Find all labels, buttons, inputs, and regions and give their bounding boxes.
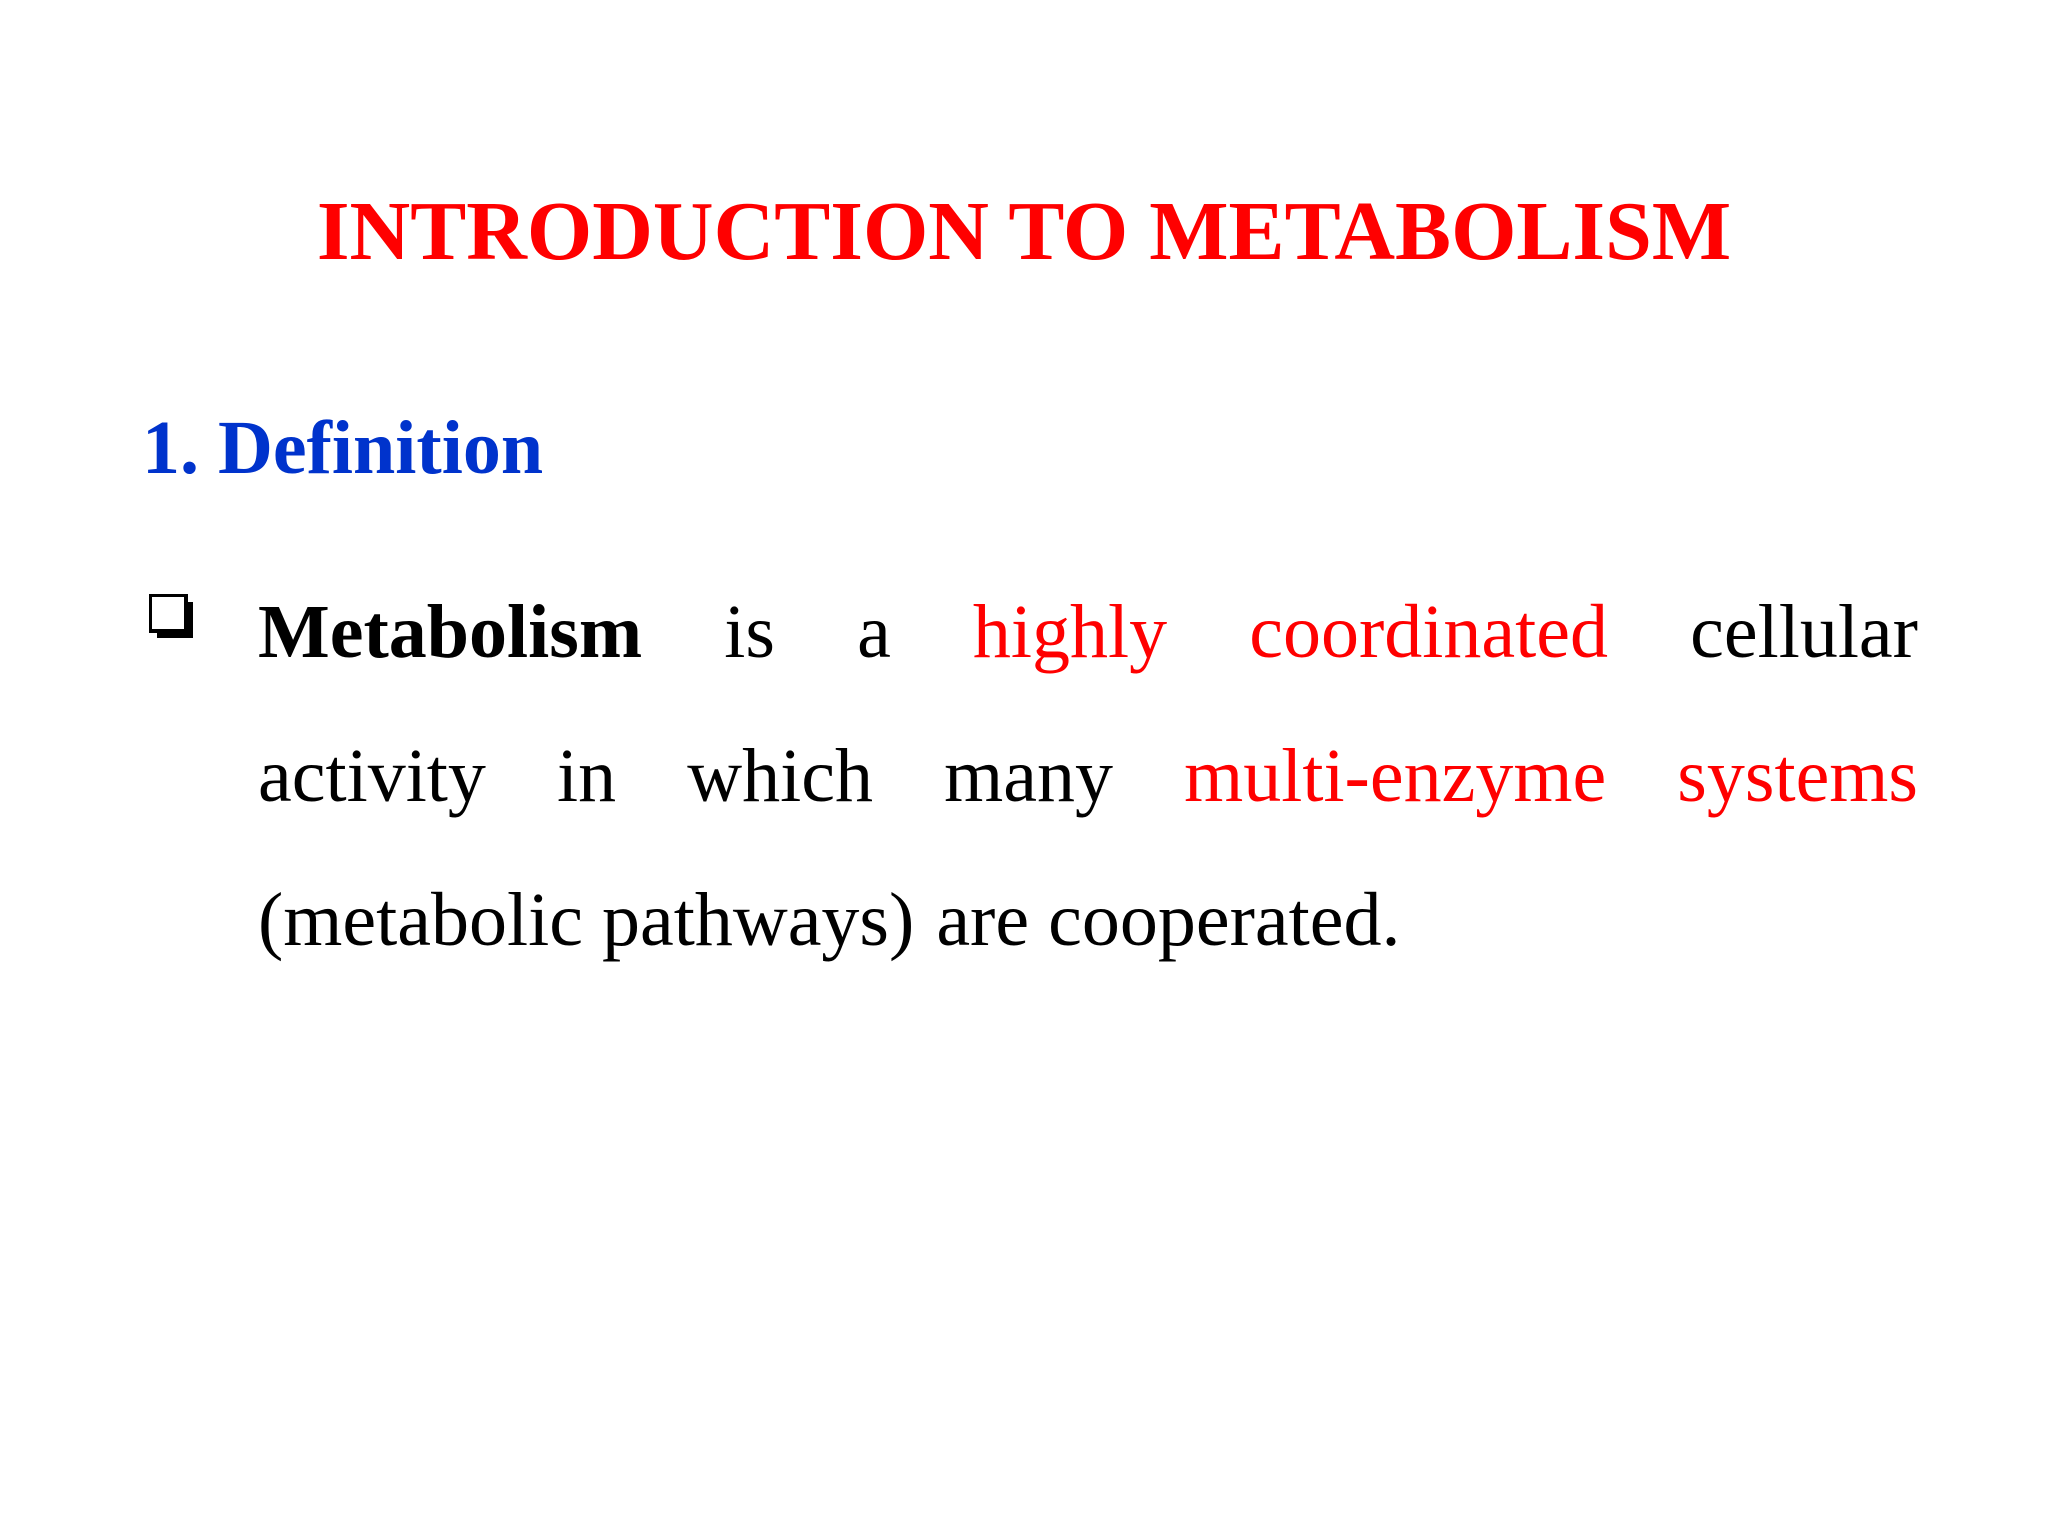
definition-line-3 <box>258 848 1918 992</box>
square-bullet-icon-graphic <box>149 594 195 640</box>
phrase-are-cooperated: are cooperated. <box>936 878 1401 962</box>
word-metabolism: Metabolism <box>258 590 643 674</box>
word-cellular: cellular <box>1690 590 1918 674</box>
word-is: is <box>724 590 775 674</box>
section-heading: 1. Definition <box>142 406 544 490</box>
square-bullet-icon <box>149 594 195 640</box>
word-systems: systems <box>1677 734 1918 818</box>
word-which: which <box>687 734 874 818</box>
word-a: a <box>857 590 891 674</box>
word-highly: highly <box>972 590 1168 674</box>
word-coordinated: coordinated <box>1249 590 1609 674</box>
word-multi-enzyme: multi-enzyme <box>1184 734 1607 818</box>
definition-text <box>258 560 1918 992</box>
definition-line-1 <box>258 560 1918 704</box>
phrase-metabolic-pathways: (metabolic pathways) <box>258 878 915 962</box>
definition-line-2 <box>258 704 1918 848</box>
word-in: in <box>557 734 617 818</box>
word-many: many <box>944 734 1113 818</box>
slide-title: INTRODUCTION TO METABOLISM <box>316 185 1732 278</box>
word-activity: activity <box>258 734 486 818</box>
